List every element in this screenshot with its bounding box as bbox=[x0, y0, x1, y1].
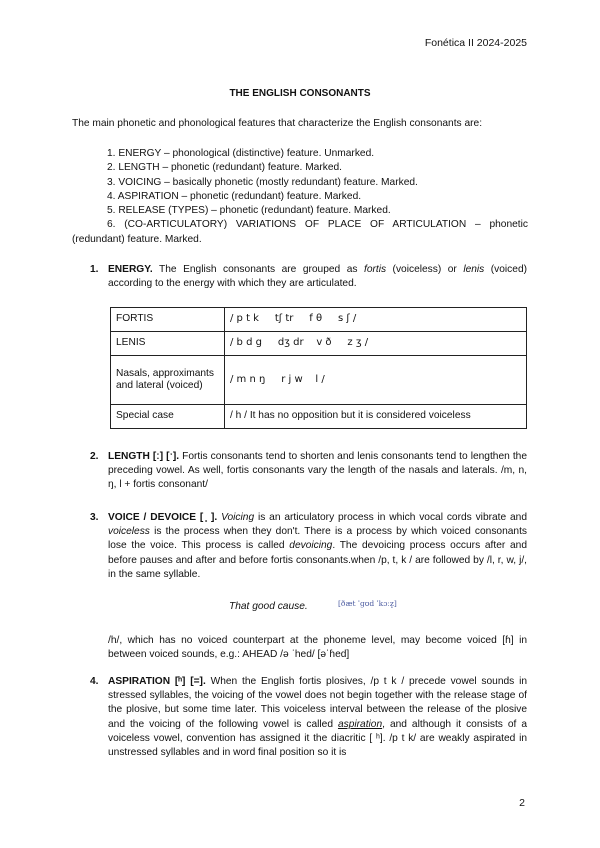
example-transcription: [ðæt ˈɡʊd ˈkɔːz̥] bbox=[338, 599, 397, 608]
table-row: Special case / h / It has no opposition but it is considered voiceless bbox=[111, 405, 527, 429]
feature-item: 1. ENERGY – phonological (distinctive) feature. Unmarked. bbox=[107, 148, 375, 159]
section-length: 2. LENGTH [ː] [ˑ]. Fortis consonants tend to shorten and lenis consonants tend to lengthen the preceding vowel. As well, fortis consonants vary the length of the nasals and laterals. /m, n, ŋ, l + fortis consonant/ bbox=[90, 451, 527, 491]
section-aspiration: 4. ASPIRATION [ʰ] [=]. When the English fortis plosives, /p t k / precede vowel sounds in stressed syllables, the voicing of the vowel does not begin together with the release stage of the plosive, but some time later. This voiceless interval between the release of the plosive and the voicing of the following vowel is called aspiration, and although it consists of a voiceless vowel, convention has assigned it the diacritic [ ʰ]. /p t k/ are weakly aspirated in unstressed syllables and in word final position so it is bbox=[90, 676, 528, 759]
feature-item: 4. ASPIRATION – phonetic (redundant) feature. Marked. bbox=[107, 190, 362, 202]
h-note: /h/, which has no voiced counterpart at the phoneme level, may become voiced [ɦ] in between voiced sounds, e.g.: AHEAD /ə ˈhed/ [əˈɦed] bbox=[108, 635, 527, 661]
energy-table bbox=[110, 307, 527, 429]
page-title: THE ENGLISH CONSONANTS bbox=[229, 88, 371, 99]
intro-paragraph: The main phonetic and phonological features that characterize the English consonants are: bbox=[72, 118, 483, 129]
page-number: 2 bbox=[519, 797, 525, 809]
feature-item: 5. RELEASE (TYPES) – phonetic (redundant) feature. Marked. bbox=[107, 205, 391, 217]
section-heading: ENERGY. bbox=[108, 264, 153, 275]
section-heading: ASPIRATION [ʰ] [=]. bbox=[108, 676, 206, 687]
features-list bbox=[72, 147, 528, 247]
feature-item: 6. (CO-ARTICULATORY) VARIATIONS OF PLACE OF ARTICULATION – phonetic (redundant) feature. Marked. bbox=[72, 219, 528, 245]
example-sentence: That good cause. bbox=[229, 601, 308, 612]
section-heading: VOICE / DEVOICE [ ̥ ]. bbox=[108, 512, 218, 523]
table-row: FORTIS / p t k tʃ tr f θ s ʃ / bbox=[111, 308, 527, 332]
section-energy: 1. ENERGY. The English consonants are grouped as fortis (voiceless) or lenis (voiced) according to the energy with which they are articulated. bbox=[90, 264, 527, 290]
section-voice: 3. VOICE / DEVOICE [ ̥ ]. Voicing is an articulatory process in which vocal cords vibrate and voiceless is the process when they don't. There is a process by which voiced consonants lose the voice. This process is called devoicing. The devoicing process occurs after and before pauses and after and before fortis consonants.when /p, t, k / are followed by /l, r, w, j/, in the same syllable. bbox=[90, 512, 528, 580]
running-header: Fonética II 2024-2025 bbox=[424, 37, 527, 49]
feature-item: 3. VOICING – basically phonetic (mostly redundant) feature. Marked. bbox=[107, 176, 418, 188]
table-row: Nasals, approximants and lateral (voiced) / m n ŋ r j w l / bbox=[111, 356, 527, 405]
section-heading: LENGTH [ː] [ˑ]. bbox=[108, 451, 180, 462]
table-row: LENIS / b d g dʒ dr v ð z ʒ / bbox=[111, 332, 527, 356]
feature-item: 2. LENGTH – phonetic (redundant) feature. Marked. bbox=[107, 162, 342, 174]
